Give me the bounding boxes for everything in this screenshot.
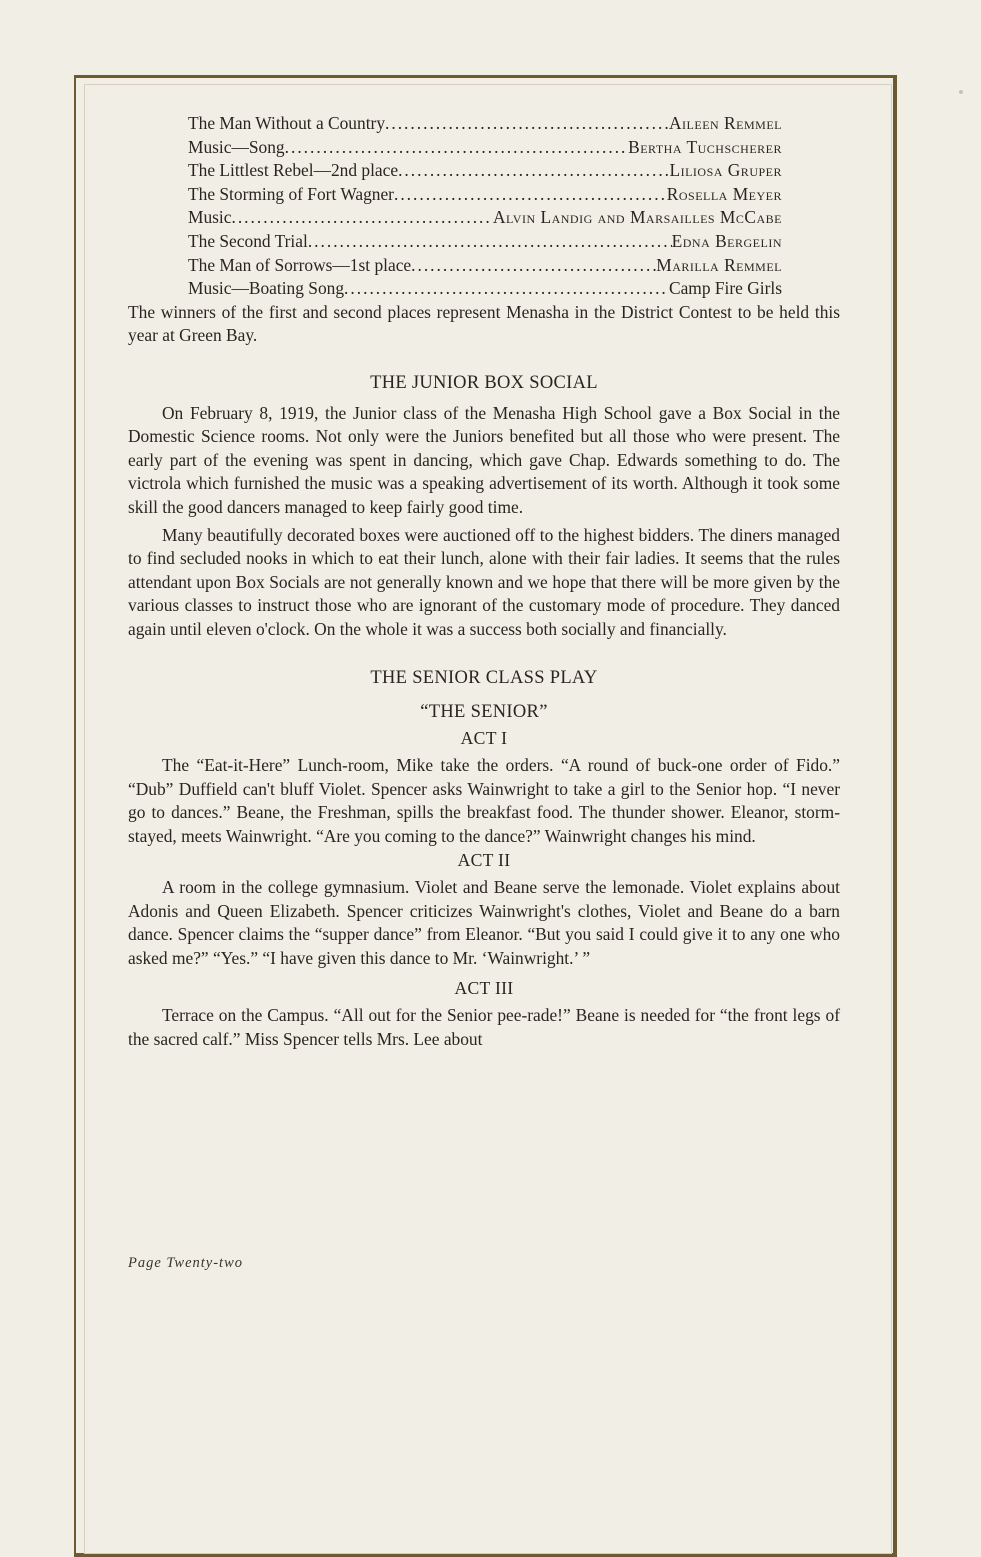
leader-dots (231, 206, 493, 230)
program-performer: Alvin Landig and Marsailles McCabe (493, 207, 782, 228)
leader-dots (344, 277, 669, 301)
page-content (128, 112, 840, 1051)
program-item (128, 159, 782, 183)
program-title: The Littlest Rebel—2nd place (188, 160, 399, 181)
program-performer: Liliosa Gruper (669, 160, 782, 181)
act-heading: ACT I (460, 727, 508, 748)
play-title: “THE SENIOR” (420, 702, 548, 723)
program-item (128, 277, 782, 301)
program-performer: Rosella Meyer (666, 183, 782, 204)
program-title: Music—Song (188, 136, 285, 157)
leader-dots (394, 183, 667, 207)
program-title: Music—Boating Song (188, 278, 345, 299)
program-performer: Marilla Remmel (656, 254, 782, 275)
program-title: The Storming of Fort Wagner (188, 183, 394, 204)
program-item (128, 230, 782, 254)
page-number: Page Twenty-two (128, 1255, 244, 1271)
act-heading: ACT III (454, 977, 514, 998)
program-performer: Edna Bergelin (671, 230, 782, 251)
program-performer: Camp Fire Girls (668, 278, 782, 299)
program-item (128, 254, 782, 278)
program-item (128, 112, 782, 136)
leader-dots (308, 230, 672, 254)
leader-dots (398, 159, 669, 183)
act-text: Terrace on the Campus. “All out for the Senior pee-rade!” Beane is needed for “the front legs of the sacred calf.” Miss Spencer tells Mrs. Lee about (128, 1005, 840, 1049)
program-note: The winners of the first and second places represent Menasha in the District Contest to be held this year at Green Bay. (128, 301, 840, 346)
junior-social-paragraph: Many beautifully decorated boxes were auctioned off to the highest bidders. The diners managed to find secluded nooks in which to eat their lunch, alone with their fair ladies. It seems that the rules attendant upon Box Socials are not generally known and we hope that there will be more given by the various classes to instruct those who are ignorant of the customary mode of procedure. They danced again until eleven o'clock. On the whole it was a success both socially and financially. (128, 524, 840, 639)
junior-social-paragraph: On February 8, 1919, the Junior class of the Menasha High School gave a Box Social in the Domestic Science rooms. Not only were the Juniors benefited but all those who were present. The early part of the evening was spent in dancing, which gave Chap. Edwards something to do. The victrola which furnished the music was a speaking advertisement of its worth. Although it took some skill the good dancers managed to keep fairly good time. (128, 402, 840, 517)
leader-dots (385, 112, 669, 136)
act-heading: ACT II (457, 849, 511, 870)
senior-play-heading: THE SENIOR CLASS PLAY (370, 668, 598, 689)
program-performer: Aileen Remmel (669, 113, 782, 133)
program-item (128, 206, 782, 230)
program-item (128, 183, 782, 207)
act-text: A room in the college gymnasium. Violet and Beane serve the lemonade. Violet explains about Adonis and Queen Elizabeth. Spencer criticizes Wainwright's clothes, Violet and Beane do a barn dance. Spencer claims the “supper dance” from Eleanor. “But you said I could give it to any one who asked me?” “Yes.” “I have given this dance to Mr. ‘Wainwright.’ ” (128, 877, 840, 968)
program-performer: Bertha Tuchscherer (628, 136, 782, 157)
paper-speck (959, 90, 963, 94)
junior-social-heading: THE JUNIOR BOX SOCIAL (370, 372, 598, 393)
program-list (128, 112, 840, 301)
program-title: The Second Trial (188, 230, 308, 251)
leader-dots (411, 254, 656, 278)
program-item (128, 136, 782, 160)
leader-dots (285, 136, 628, 160)
program-title: The Man Without a Country (188, 113, 386, 133)
program-title: Music (188, 207, 232, 228)
act-text: The “Eat-it-Here” Lunch-room, Mike take the orders. “A round of buck-one order of Fido.” “Dub” Duffield can't bluff Violet. Spencer asks Wainwright to take a girl to the Senior hop. “I never go to dances.” Beane, the Freshman, spills the breakfast food. The thunder shower. Eleanor, storm-stayed, meets Wainwright. “Are you coming to the dance?” Wainwright changes his mind. (128, 755, 840, 847)
program-title: The Man of Sorrows—1st place (188, 254, 412, 275)
